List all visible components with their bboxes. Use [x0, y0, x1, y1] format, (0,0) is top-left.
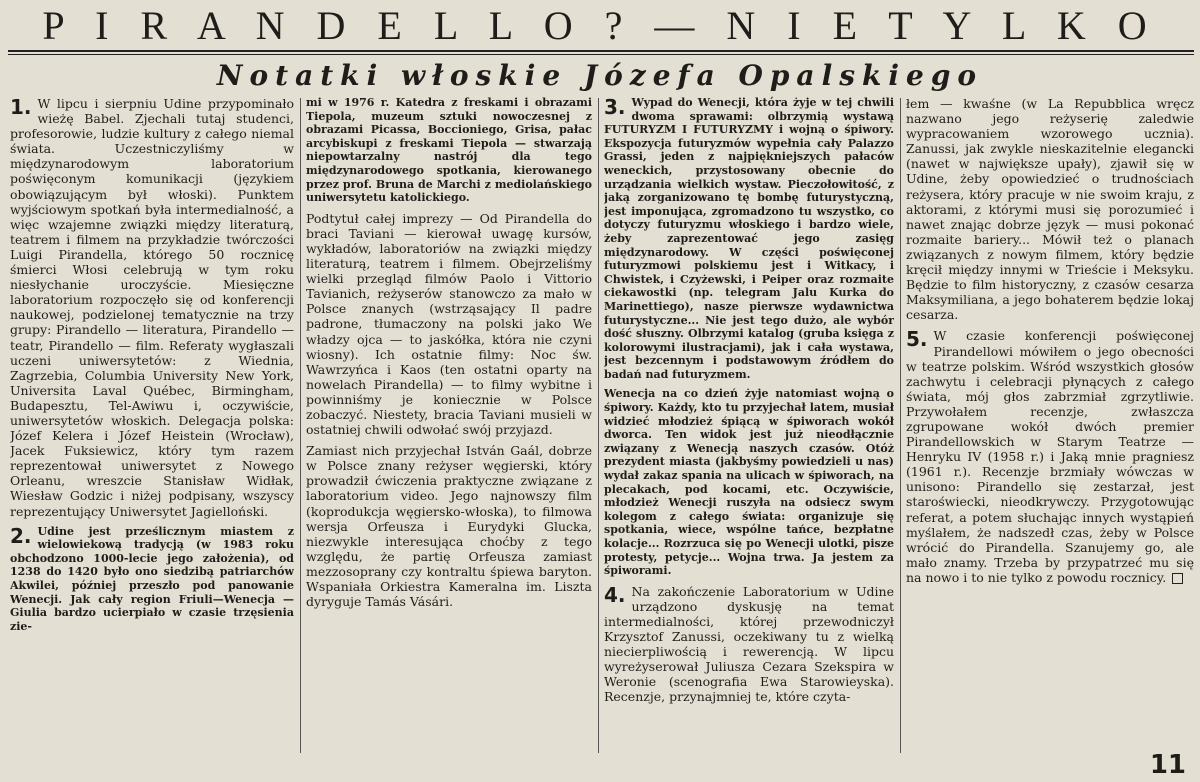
column-3 — [604, 96, 894, 756]
section-4 — [604, 584, 894, 705]
column-divider — [598, 98, 599, 753]
section-number: 3. — [604, 96, 626, 119]
headline-rule-thin — [8, 54, 1194, 55]
end-mark-icon — [1172, 573, 1183, 584]
section-number: 4. — [604, 582, 626, 607]
section-number: 5. — [906, 327, 928, 352]
column-divider — [900, 98, 901, 753]
headline-rule — [8, 50, 1194, 52]
section-5 — [906, 328, 1194, 585]
section-1 — [10, 96, 294, 519]
paragraph: Zamiast nich przyjechał István Gaál, dobrze w Polsce znany reżyser węgierski, który prowadził ćwiczenia praktyczne związane z laboratorium video. Jego najnowszy film (koprodukcja węgiersko-włoska), to filmowa wersja Orfeusza i Eurydyki Glucka, niezwykle interesująca choćby z tego względu, że partię Orfeusza zamiast mezzosoprany czy kontraltu śpiewa baryton. Wspaniała Orkiestra Kameralna im. Liszta dyryguje Tamás Vásári. — [306, 443, 592, 610]
paragraph: mi w 1976 r. Katedra z freskami i obrazami Tiepola, muzeum sztuki nowoczesnej z obrazami Picassa, Boccioniego, Grisa, pałac arcybiskupi z freskami Tiepola — stwarzają niepowtarzalny nastrój dla tego międzynarodowego spotkania, kierowanego przez prof. Bruna de Marchi z mediolańskiego uniwersytetu katolickiego. — [306, 96, 592, 205]
section-number: 1. — [10, 96, 32, 119]
section-2 — [10, 525, 294, 634]
paragraph: Wypad do Wenecji, która żyje w tej chwili dwoma sprawami: olbrzymią wystawą FUTURYZM I FUTURYZMY i wojną o śpiwory. Ekspozycja futuryzmów wypełnia cały Palazzo Grassi, jeden z najpiękniejszych pałaców weneckich, przystosowany obecnie do urządzania wielkich wystaw. Pieczołowitość, z jaką zorganizowano tę bombę futurystyczną, jest imponująca, zgromadzono tu wszystko, co dotyczy futuryzmu włoskiego i bardzo wiele, żeby zaprezentować jego zasięg międzynarodowy. W części poświęconej futuryzmowi polskiemu jest i Witkacy, i Chwistek, i Czyżewski, i Peiper oraz rozmaite ciekawostki (np. telegram Jalu Kurka do Marinettiego), nasze pierwsze wydawnictwa futurystyczne... Nie jest tego dużo, ale wybór dość słuszny. Olbrzymi katalog (gruba księga z kolorowymi ilustracjami), jak i cała wystawa, jest bezcennym i podstawowym źródłem do badań nad futuryzmem. — [604, 96, 894, 381]
column-1 — [10, 96, 294, 756]
column-divider — [300, 98, 301, 753]
subheadline: Notatki włoskie Józefa Opalskiego — [216, 59, 984, 92]
paragraph: W lipcu i sierpniu Udine przypominało wieżę Babel. Zjechali tutaj studenci, profesorowie, ludzie kultury z całego niemal świata. Uczestniczyliśmy w międzynarodowym laboratorium poświęconym komunikacji (językiem obowiązującym był włoski). Punktem wyjściowym spotkań była intermedialność, a więc wzajemne związki między literaturą, teatrem i filmem na przykładzie twórczości Luigi Pirandella, którego 50 rocznicę śmierci Włosi celebrują w tym roku niesłychanie uroczyście. Miesięczne laboratorium rozpoczęło się od konferencji naukowej, podzielonej tematycznie na trzy grupy: Pirandello — literatura, Pirandello — teatr, Pirandello — film. Referaty wygłaszali uczeni uniwersytetów: z Wiednia, Zagrzebia, Columbia University New York, Universita Laval Québec, Birmingham, Budapesztu, Tel-Awiwu i, oczywiście, uniwersytetów włoskich. Delegacja polska: Józef Kelera i Józef Heistein (Wrocław), Jacek Fuksiewicz, który tym razem reprezentował uniwersytet z Nowego Orleanu, wreszcie Stanisław Widłak, Wiesław Godzic i niżej podpisany, wszyscy reprezentujący Uniwersytet Jagielloński. — [10, 96, 294, 519]
section-number: 2. — [10, 523, 32, 548]
page-number: 11 — [1149, 750, 1186, 780]
paragraph: W czasie konferencji poświęconej Pirandellowi mówiłem o jego obecności w teatrze polskim. Wśród wszystkich głosów zachwytu i celebracji płynących z całego świata, mój głos zabrzmiał zgrzytliwie. Przywołałem recenzje, zwłaszcza zgrupowane wokół dwóch premier Pirandellowskich w Starym Teatrze — Henryku IV (1958 r.) i Jaką mnie pragniesz (1961 r.). Recenzje brzmiały wówczas w unisono: Pirandello się zestarzał, jest staroświecki, nieodkrywczy. Przygotowując referat, a potem słuchając innych wystąpień myślałem, że nadszedł czas, żeby w Polsce wrócić do Pirandella. Szanujemy go, ale mało znamy. Trzeba by przypatrzeć mu się na nowo i to nie tylko z powodu rocznicy. — [906, 328, 1194, 585]
column-4 — [906, 96, 1194, 756]
column-2 — [306, 96, 592, 756]
paragraph: Na zakończenie Laboratorium w Udine urządzono dyskusję na temat intermedialności, której przewodniczył Krzysztof Zanussi, oczekiwany tu z wielką niecierpliwością i rewerencją. W lipcu wyreżyserował Juliusza Cezara Szekspira w Weronie (scenografia Ewa Starowieyska). Recenzje, przynajmniej te, które czyta- — [604, 583, 894, 705]
headline: P I R A N D E L L O ? — N I E T Y L K O — [42, 2, 1158, 48]
paragraph: Podtytuł całej imprezy — Od Pirandella do braci Taviani — kierował uwagę kursów, wykładów, laboratoriów na związki między literaturą, teatrem i filmem. Obejrzeliśmy wielki przegląd filmów Paolo i Vittorio Tavianich, reżyserów stanowczo za mało w Polsce znanych (wstrząsający Il padre padrone, tłumaczony na polski jako We władzy ojca — to jaskółka, która nie czyni wiosny). Ich ostatnie filmy: Noc św. Wawrzyńca i Kaos (ten ostatni oparty na nowelach Pirandella) — to filmy wybitne i powinniśmy je koniecznie w Polsce zobaczyć. Niestety, bracia Taviani musieli w ostatniej chwili odwołać swój przyjazd. — [306, 210, 592, 438]
paragraph: Wenecja na co dzień żyje natomiast wojną o śpiwory. Każdy, kto tu przyjechał latem, musiał widzieć młodzież śpiącą w śpiworach wokół dworca. Ten widok jest już nieodłącznie związany z Wenecją naszych czasów. Otóż prezydent miasta (jakbyśmy powiedzieli u nas) wydał zakaz spania na ulicach w śpiworach, na plecakach, pod kocami, etc. Oczywiście, młodzież Wenecji ruszyła na odsiecz swym kolegom z całego świata: organizuje się spotkania, wiece, wspólne tańce, bezpłatne kolacje... Rozrzuca się po Wenecji ulotki, pisze protesty, petycje... Wojna trwa. Ja jestem za śpiworami. — [604, 387, 894, 578]
section-3 — [604, 96, 894, 381]
paragraph: Udine jest prześlicznym miastem z wielowiekową tradycją (w 1983 roku obchodzono 1000-lecie jego założenia), od 1238 do 1420 było ono siedzibą patriarchów Akwilei, później przeszło pod panowanie Wenecji. Jak cały region Friuli—Wenecja — Giulia bardzo ucierpiało w czasie trzęsienia zie- — [10, 524, 294, 633]
paragraph: łem — kwaśne (w La Repubblica wręcz nazwano jego reżyserię zaledwie wypracowaniem wzorowego ucznia). Zanussi, jak zwykle nieskazitelnie elegancki (nawet w największe upały), zjawił się w Udine, żeby opowiedzieć o trudnościach reżysera, który pracuje w nie swoim kraju, z aktorami, z którymi musi się porozumieć i nawet znając dobrze język — musi pokonać rozmaite bariery... Mówił też o planach związanych z nowym filmem, który będzie kręcił między innymi w Trieście i Meksyku. Będzie to film historyczny, z czasów cesarza Maksymiliana, a jego bohaterem będzie lokaj cesarza. — [906, 96, 1194, 323]
